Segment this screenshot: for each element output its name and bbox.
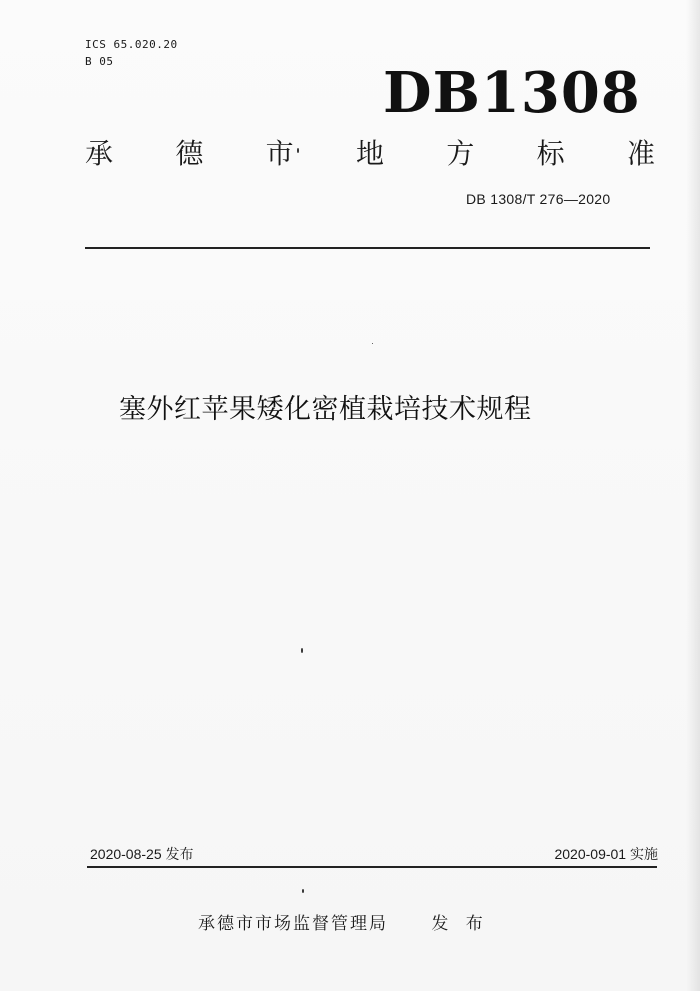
scan-speck: [372, 343, 373, 344]
header-divider: [85, 247, 650, 249]
issue-label: 发 布: [431, 914, 489, 934]
classification-code: B 05: [85, 55, 114, 68]
standard-type-char: 德: [175, 137, 204, 170]
scan-speck: [301, 648, 303, 653]
page-edge-shadow: [686, 0, 700, 991]
standard-number: DB 1308/T 276—2020: [466, 191, 611, 207]
implementation-date: 2020-09-01 实施: [554, 846, 658, 862]
ics-code: ICS 65.020.20: [85, 38, 178, 51]
standard-logo-db1308: DB1308: [383, 60, 641, 126]
footer-divider: [87, 866, 657, 868]
standard-type-heading: [85, 136, 655, 172]
standard-type-char: 承: [85, 137, 114, 170]
issue-date: 2020-08-25 发布: [90, 846, 194, 862]
issuing-authority: 承德市市场监督管理局: [198, 914, 388, 934]
issuer-row: [198, 912, 489, 936]
date-row: [90, 844, 658, 866]
document-title: 塞外红苹果矮化密植栽培技术规程: [119, 394, 532, 425]
standard-type-char: 市: [265, 137, 294, 170]
standard-type-char: 方: [446, 137, 475, 170]
scan-speck: [297, 148, 299, 153]
standard-type-char: 标: [536, 137, 565, 170]
scan-speck: [302, 889, 304, 893]
standard-type-char: 地: [355, 137, 384, 170]
standard-type-char: 准: [626, 137, 655, 170]
